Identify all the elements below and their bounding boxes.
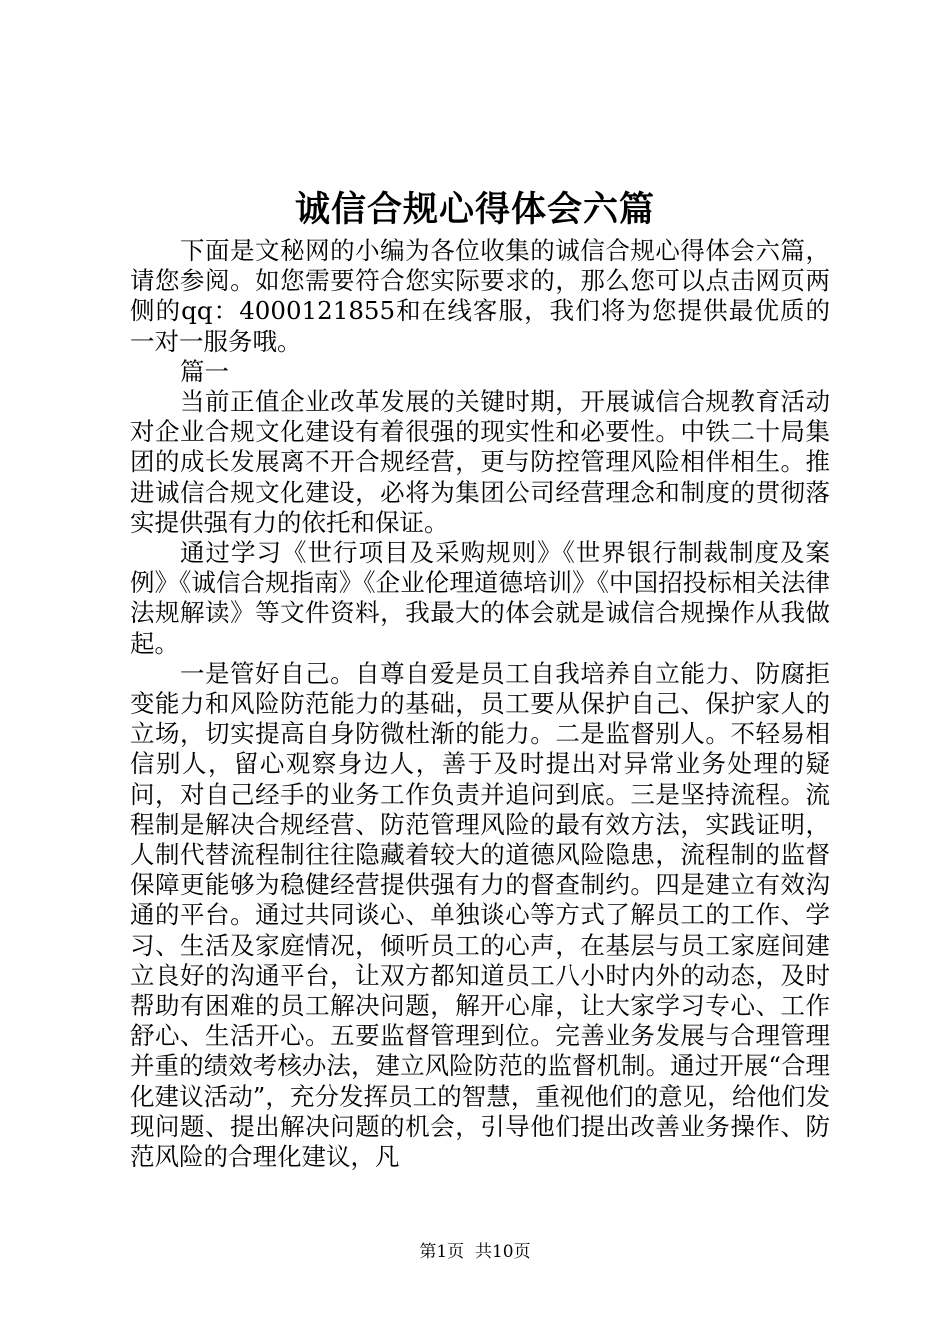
body-paragraph: 通过学习《世行项目及采购规则》《世界银行制裁制度及案例》《诚信合规指南》《企业伦理道德培训》《中国招投标相关法律法规解读》等文件资料，我最大的体会就是诚信合规操作从我做起。 [130, 538, 830, 658]
intro-paragraph: 下面是文秘网的小编为各位收集的诚信合规心得体会六篇，请您参阅。如您需要符合您实际要求的，那么您可以点击网页两侧的qq：4000121855和在线客服，我们将为您提供最优质的一对一服务哦。 [130, 236, 830, 356]
document-title: 诚信合规心得体会六篇 [294, 189, 655, 230]
page-footer [0, 1240, 950, 1264]
body-paragraph: 一是管好自己。自尊自爱是员工自我培养自立能力、防腐拒变能力和风险防范能力的基础，员工要从保护自己、保护家人的立场，切实提高自身防微杜渐的能力。二是监督别人。不轻易相信别人，留心观察身边人，善于及时提出对异常业务处理的疑问，对自己经手的业务工作负责并追问到底。三是坚持流程。流程制是解决合规经营、防范管理风险的最有效方法，实践证明，人制代替流程制往往隐藏着较大的道德风险隐患，流程制的监督保障更能够为稳健经营提供强有力的督查制约。四是建立有效沟通的平台。通过共同谈心、单独谈心等方式了解员工的工作、学习、生活及家庭情况，倾听员工的心声，在基层与员工家庭间建立良好的沟通平台，让双方都知道员工八小时内外的动态，及时帮助有困难的员工解决问题，解开心扉，让大家学习专心、工作舒心、生活开心。五要监督管理到位。完善业务发展与合理管理并重的绩效考核办法，建立风险防范的监督机制。通过开展“合理化建议活动”，充分发挥员工的智慧，重视他们的意见，给他们发现问题、提出解决问题的机会，引导他们提出改善业务操作、防范风险的合理化建议，凡 [130, 658, 830, 1172]
section-heading-part-one: 篇一 [180, 356, 229, 386]
body-paragraph: 当前正值企业改革发展的关键时期，开展诚信合规教育活动对企业合规文化建设有着很强的现实性和必要性。中铁二十局集团的成长发展离不开合规经营，更与防控管理风险相伴相生。推进诚信合规文化建设，必将为集团公司经营理念和制度的贯彻落实提供强有力的依托和保证。 [130, 387, 830, 537]
page-number: 第1页 共10页 [419, 1242, 531, 1262]
document-body [130, 236, 830, 1172]
